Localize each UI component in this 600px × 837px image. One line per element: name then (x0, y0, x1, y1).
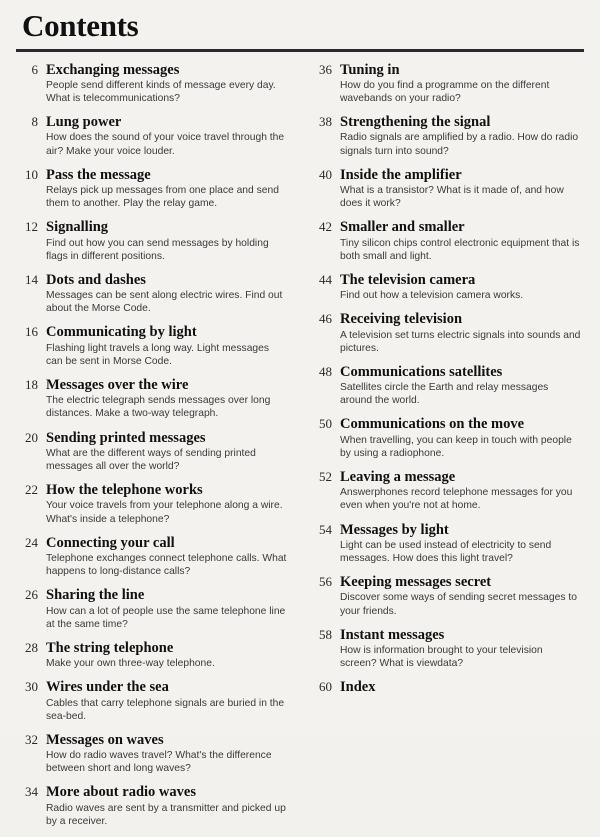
page-title: Contents (22, 8, 139, 43)
toc-entry[interactable] (14, 535, 288, 579)
toc-entry-body (340, 272, 582, 302)
toc-entry-title: Sharing the line (46, 587, 145, 604)
toc-page-number: 44 (319, 271, 332, 287)
toc-entry-body (340, 311, 582, 355)
toc-entry[interactable] (14, 640, 288, 670)
toc-page-number: 20 (25, 429, 38, 445)
toc-entry-title: Sending printed messages (46, 429, 206, 446)
toc-entry[interactable] (14, 784, 288, 828)
toc-entry-title: Strengthening the signal (340, 114, 491, 131)
toc-entry[interactable] (308, 627, 582, 671)
toc-page-number: 58 (319, 626, 332, 642)
toc-entry[interactable] (308, 311, 582, 355)
toc-entry-body (46, 430, 288, 474)
toc-entry[interactable] (308, 167, 582, 211)
toc-entry-description: When travelling, you can keep in touch with people by using a radiophone. (340, 434, 572, 459)
toc-page-number: 50 (319, 416, 332, 432)
toc-entry-body (340, 167, 582, 211)
toc-entry[interactable] (308, 272, 582, 302)
toc-page-number: 14 (25, 271, 38, 287)
toc-entry-title: Receiving television (340, 311, 463, 328)
toc-page-number: 18 (25, 377, 38, 393)
toc-entry[interactable] (308, 62, 582, 106)
toc-entry-title: The string telephone (46, 639, 174, 656)
toc-entry[interactable] (308, 219, 582, 263)
toc-entry-description: What are the different ways of sending printed messages all over the world? (46, 447, 256, 472)
toc-entry-description: How do you find a programme on the different wavebands on your radio? (340, 79, 550, 104)
contents-column-left (14, 62, 288, 837)
toc-page-number: 6 (31, 61, 38, 77)
toc-entry-description: People send different kinds of message every day. What is telecommunications? (46, 79, 276, 104)
toc-entry-body (46, 482, 288, 526)
toc-entry-description: Make your own three-way telephone. (46, 658, 215, 670)
toc-entry-title: Smaller and smaller (340, 219, 465, 236)
toc-entry-body (46, 114, 288, 158)
toc-entry[interactable] (14, 62, 288, 106)
toc-entry-description: How can a lot of people use the same telephone line at the same time? (46, 605, 286, 630)
toc-entry-title: Leaving a message (340, 469, 456, 485)
toc-page-number: 40 (319, 166, 332, 182)
toc-entry-title: Messages on waves (46, 731, 164, 748)
toc-entry-body (340, 416, 582, 460)
toc-entry[interactable] (14, 377, 288, 421)
toc-entry[interactable] (14, 272, 288, 316)
toc-entry-description: Tiny silicon chips control electronic equipment that is both small and light. (340, 237, 580, 262)
toc-entry-title: Instant messages (340, 626, 445, 643)
toc-page-number: 56 (319, 574, 332, 590)
toc-entry-title: Dots and dashes (46, 271, 146, 288)
toc-entry-body (340, 574, 582, 618)
toc-entry-title: Signalling (46, 219, 109, 236)
toc-entry-description: Your voice travels from your telephone along a wire. What's inside a telephone? (46, 500, 283, 525)
toc-entry-body (46, 272, 288, 316)
toc-entry-title: Keeping messages secret (340, 574, 492, 591)
toc-entry-body (46, 167, 288, 211)
toc-entry-description: Messages can be sent along electric wires. Find out about the Morse Code. (46, 290, 283, 315)
toc-entry-body (340, 522, 582, 566)
toc-entry-title: Wires under the sea (46, 679, 169, 696)
toc-entry-title: The television camera (340, 271, 476, 288)
toc-entry[interactable] (14, 167, 288, 211)
toc-entry-body (46, 535, 288, 579)
toc-entry[interactable] (14, 732, 288, 776)
toc-entry[interactable] (308, 574, 582, 618)
toc-entry[interactable] (14, 219, 288, 263)
toc-entry-description: What is a transistor? What is it made of, and how does it work? (340, 184, 564, 210)
toc-entry-title: Messages by light (340, 521, 449, 538)
toc-entry-description: Relays pick up messages from one place and send them to another. Play the relay game. (46, 184, 279, 210)
toc-entry[interactable] (308, 114, 582, 158)
toc-entry-body (46, 377, 288, 421)
toc-page-number: 48 (319, 363, 332, 379)
toc-entry-description: Cables that carry telephone signals are buried in the sea-bed. (46, 697, 285, 722)
toc-page-number: 46 (319, 311, 332, 327)
contents-column-right (308, 62, 582, 706)
toc-entry-description: How does the sound of your voice travel through the air? Make your voice louder. (46, 132, 285, 157)
toc-page-number: 60 (319, 679, 332, 695)
toc-entry[interactable] (14, 482, 288, 526)
toc-entry-body (340, 469, 582, 513)
toc-page-number: 36 (319, 61, 332, 77)
toc-page-number: 16 (25, 324, 38, 340)
toc-entry-description: How is information brought to your television screen? What is viewdata? (340, 644, 543, 670)
toc-entry-title: Tuning in (340, 61, 400, 78)
toc-entry[interactable] (14, 324, 288, 368)
toc-entry-title: Communications satellites (340, 363, 503, 380)
toc-page-number: 8 (31, 114, 38, 130)
toc-entry-body (46, 219, 288, 263)
toc-page-number: 28 (25, 639, 38, 655)
toc-entry-title: Lung power (46, 114, 122, 131)
toc-page-number: 12 (25, 219, 38, 235)
toc-entry[interactable] (14, 114, 288, 158)
toc-entry-description: Telephone exchanges connect telephone calls. What happens to long-distance calls? (46, 552, 287, 578)
toc-entry-body (340, 219, 582, 263)
toc-entry-description: Radio signals are amplified by a radio. How do radio signals turn into sound? (340, 132, 579, 157)
toc-page-number: 32 (25, 731, 38, 747)
toc-entry-body (46, 324, 288, 368)
toc-page-number: 30 (25, 679, 38, 695)
toc-entry-description: Satellites circle the Earth and relay messages around the world. (340, 382, 549, 407)
toc-entry-description: Answerphones record telephone messages for you even when you're not at home. (340, 487, 573, 512)
toc-entry-description: Radio waves are sent by a transmitter and picked up by a receiver. (46, 802, 286, 827)
toc-entry-body (46, 784, 288, 828)
toc-entry-title: Index (340, 679, 376, 696)
toc-entry[interactable] (308, 364, 582, 408)
toc-entry-title: Connecting your call (46, 534, 175, 551)
toc-entry-body (340, 627, 582, 671)
toc-page-number: 22 (25, 482, 38, 498)
toc-entry-description: Light can be used instead of electricity to send messages. How does this light travel? (340, 539, 552, 564)
toc-entry-body (340, 62, 582, 106)
toc-entry-body (340, 364, 582, 408)
toc-entry-description: Flashing light travels a long way. Light messages can be sent in Morse Code. (46, 342, 270, 367)
title-divider (16, 49, 584, 52)
toc-entry[interactable] (14, 587, 288, 631)
toc-entry-body (46, 587, 288, 631)
toc-entry[interactable] (308, 679, 582, 696)
toc-page-number: 42 (319, 219, 332, 235)
toc-entry-description: Find out how you can send messages by holding flags in different positions. (46, 237, 269, 262)
toc-page-number: 34 (25, 784, 38, 800)
toc-entry-title: Communicating by light (46, 324, 197, 341)
toc-entry-body (46, 62, 288, 106)
toc-entry-title: Communications on the move (340, 416, 525, 433)
toc-entry-title: How the telephone works (46, 482, 203, 499)
toc-entry-description: How do radio waves travel? What's the difference between short and long waves? (46, 750, 272, 775)
toc-page-number: 38 (319, 114, 332, 130)
toc-entry-title: Pass the message (46, 166, 151, 183)
contents-columns (14, 62, 586, 837)
toc-entry-description: Discover some ways of sending secret messages to your friends. (340, 592, 577, 617)
toc-page-number: 26 (25, 587, 38, 603)
toc-entry-title: Exchanging messages (46, 61, 180, 78)
toc-entry-title: More about radio waves (46, 784, 196, 801)
toc-page-number: 10 (25, 166, 38, 182)
toc-entry-title: Messages over the wire (46, 377, 189, 394)
toc-entry-description: The electric telegraph sends messages over long distances. Make a two-way telegraph. (46, 395, 271, 420)
toc-entry[interactable] (14, 430, 288, 474)
toc-entry-body (340, 114, 582, 158)
toc-entry-body (340, 679, 582, 696)
toc-entry[interactable] (14, 679, 288, 723)
toc-page-number: 52 (319, 469, 332, 484)
toc-entry-body (46, 640, 288, 670)
toc-entry-description: A television set turns electric signals into sounds and pictures. (340, 329, 581, 354)
toc-entry[interactable] (308, 416, 582, 460)
toc-page-number: 54 (319, 521, 332, 537)
toc-entry-title: Inside the amplifier (340, 166, 462, 183)
toc-entry-body (46, 679, 288, 723)
toc-entry-body (46, 732, 288, 776)
toc-entry[interactable] (308, 522, 582, 566)
toc-entry-description: Find out how a television camera works. (340, 290, 524, 302)
toc-entry[interactable] (308, 469, 582, 513)
toc-page-number: 24 (25, 534, 38, 550)
